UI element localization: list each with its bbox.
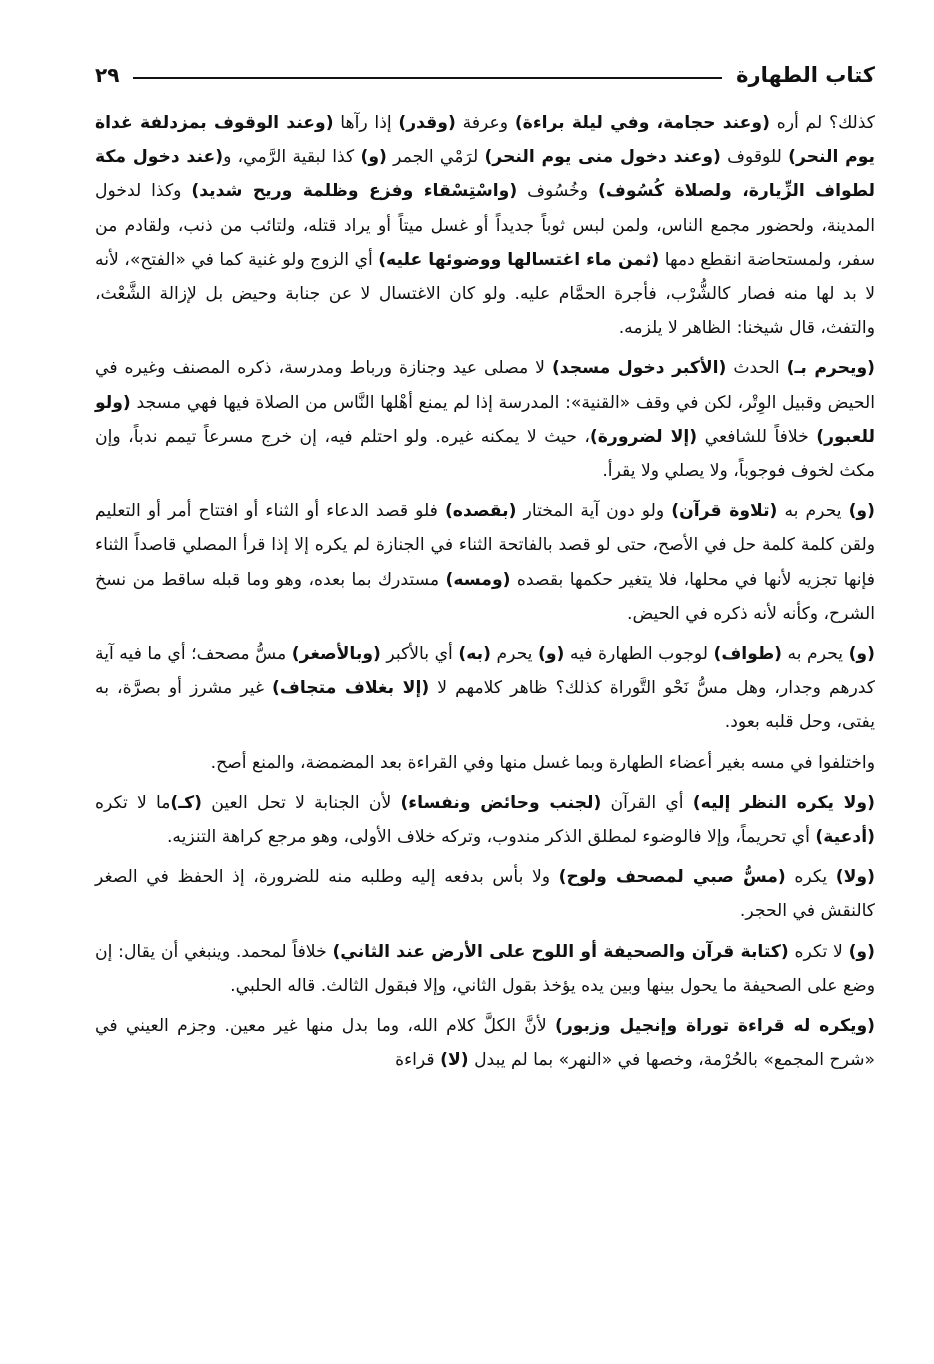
- commentary-text: وكذا لدخول المدينة، ولحضور مجمع الناس، ولمن لبس ثوباً جديداً أو غسل ميتاً أو يراد قتله، ولتائب من ذنب، ولقادم من سفر، ولمستحاضة انقطع دمها: [95, 181, 875, 270]
- commentary-text: خلافاً لمحمد. وينبغي أن يقال: إن وضع على الصحيفة ما يحول بينها وبين يده يؤخذ بقول الثاني، وإلا فبقول الثالث. قاله الحلبي.: [95, 941, 875, 996]
- matn-bold-text: (وبالأصغر): [291, 644, 381, 665]
- commentary-text: مسُّ مصحف؛ أي ما فيه آية كدرهم وجدار، وهل مسُّ نَحْو التَّوراة كذلك؟ ظاهر كلامهم لا: [95, 644, 875, 699]
- paragraph: [95, 494, 875, 631]
- matn-bold-text: (ويكره له قراءة توراة وإنجيل وزبور): [555, 1016, 875, 1037]
- commentary-text: واختلفوا في مسه بغير أعضاء الطهارة وبما غسل منها وفي القراءة بعد المضمضة، والمنع أصح.: [210, 752, 875, 773]
- commentary-text: غير مشرز أو بصرَّة، به يفتى، وحل قلبه بعود.: [95, 678, 875, 733]
- commentary-text: يحرم به: [782, 644, 849, 665]
- matn-bold-text: (ويحرم بـ): [786, 358, 875, 379]
- commentary-text: أي الزوج ولو غنية كما في «الفتح»، لأنه لا بد لها منه فصار كالشُّرْب، فأجرة الحمَّام عليه. ولو كان الاغتسال لا عن جنابة وحيض بل لإزالة الشَّعْث، والتفث، قال شيخنا: الظاهر لا يلزمه.: [95, 249, 875, 339]
- commentary-text: ما لا تكره: [95, 792, 171, 813]
- paragraph: [95, 860, 875, 928]
- matn-bold-text: (مسُّ صبي لمصحف ولوح): [558, 867, 786, 888]
- header-rule: [133, 77, 722, 79]
- commentary-text: للوقوف: [720, 147, 789, 168]
- commentary-text: لأنَّ الكلَّ كلام الله، وما بدل منها غير معين. وجزم العيني في «شرح المجمع» بالحُرْمة، وخصها في «النهر» بما لم يبدل: [95, 1016, 875, 1071]
- commentary-text: خلافاً للشافعي: [697, 426, 817, 447]
- commentary-text: يحرم به: [777, 501, 849, 522]
- commentary-text: مستدرك بما بعده، وهو وما قبله ساقط من نسخ الشرح، وكأنه لأنه ذكره في الحيض.: [95, 569, 875, 624]
- commentary-text: لا مصلى عيد وجنازة ورباط ومدرسة، ذكره المصنف وغيره في الحيض وقبيل الوِتْر، لكن في وقف «القنية»: المدرسة إذا لم يمنع أهْلها النَّاس من الصلاة فيها فهي مسجد: [95, 358, 875, 413]
- matn-bold-text: (واسْتِسْقاء وفزع وظلمة وريح شديد): [191, 181, 518, 202]
- matn-bold-text: (و): [360, 147, 387, 168]
- matn-bold-text: (الأكبر دخول مسجد): [551, 358, 727, 379]
- matn-bold-text: (و): [848, 941, 875, 962]
- commentary-text: لرَمْي الجمر: [386, 147, 485, 168]
- commentary-text: الحدث: [726, 358, 787, 379]
- paragraph: [95, 351, 875, 488]
- paragraph: [95, 1009, 875, 1077]
- matn-bold-text: (إلا لضرورة): [589, 426, 698, 447]
- matn-bold-text: (و): [848, 644, 875, 665]
- matn-bold-text: (إلا بغلاف متجاف): [272, 678, 430, 699]
- commentary-text: لوجوب الطهارة فيه: [564, 644, 714, 665]
- matn-bold-text: (لا): [440, 1050, 469, 1071]
- commentary-text: كذلك؟ لم أره: [769, 113, 875, 133]
- matn-bold-text: (ولو للعبور): [95, 392, 875, 447]
- commentary-text: يكره: [785, 867, 836, 888]
- matn-bold-text: (ولا): [835, 867, 875, 888]
- matn-bold-text: (و): [537, 644, 565, 665]
- commentary-text: كذا لبقية الرَّمي، و: [223, 147, 361, 168]
- commentary-text: فلو قصد الدعاء أو الثناء أو افتتاح أمر أو التعليم ولقن كلمة كلمة حل في الأصح، حتى لو قصد بالفاتحة الثناء في الجنازة لم يكره إلا إذا قرأ المصلي قاصداً الثناء فإنها تجزيه لأنها في محلها، فلا يتغير حكمها بقصده: [95, 501, 875, 590]
- matn-bold-text: (لجنب وحائض ونفساء): [400, 792, 602, 813]
- page-body: [95, 106, 875, 1077]
- page-header: [95, 56, 875, 94]
- matn-bold-text: (به): [458, 644, 491, 665]
- matn-bold-text: (طواف): [713, 644, 783, 665]
- matn-bold-text: (كـ): [170, 792, 203, 813]
- commentary-text: أي تحريماً، وإلا فالوضوء لمطلق الذكر مندوب، وتركه خلاف الأولى، وهو مرجع كراهة التنزيه.: [166, 827, 816, 848]
- book-page: [95, 56, 875, 1083]
- matn-bold-text: (ومسه): [445, 569, 511, 590]
- commentary-text: لا تكره: [788, 941, 849, 962]
- commentary-text: أي بالأكبر: [380, 644, 459, 665]
- commentary-text: يحرم: [490, 644, 538, 665]
- paragraph: [95, 637, 875, 740]
- page-number: ٢٩: [95, 63, 120, 87]
- commentary-text: وخُسُوف: [517, 181, 598, 202]
- paragraph: [95, 746, 875, 780]
- commentary-text: ، حيث لا يمكنه غيره. ولو احتلم فيه، إن خرج مسرعاً تيمم ندباً، وإن مكث لخوف فوجوباً، ولا يصلي ولا يقرأ.: [95, 426, 875, 482]
- matn-bold-text: (ولا يكره النظر إليه): [692, 792, 875, 813]
- matn-bold-text: (بقصده): [444, 501, 517, 522]
- paragraph: [95, 786, 875, 854]
- commentary-text: قراءة: [395, 1050, 441, 1071]
- commentary-text: ولو دون آية المختار: [516, 501, 672, 522]
- commentary-text: لأن الجنابة لا تحل العين: [202, 792, 401, 813]
- matn-bold-text: (كتابة قرآن والصحيفة أو اللوح على الأرض عند الثاني): [332, 941, 789, 962]
- running-title: كتاب الطهارة: [736, 63, 875, 87]
- matn-bold-text: (وعند دخول منى يوم النحر): [484, 147, 721, 168]
- paragraph: [95, 106, 875, 345]
- commentary-text: ولا بأس بدفعه إليه وطلبه منه للضرورة، إذ الحفظ في الصغر كالنقش في الحجر.: [95, 867, 875, 922]
- matn-bold-text: (و): [848, 501, 875, 522]
- matn-bold-text: (وعند الوقوف بمزدلفة غداة يوم النحر): [95, 113, 876, 168]
- matn-bold-text: (وقدر): [398, 113, 456, 133]
- matn-bold-text: (وعند حجامة، وفي ليلة براءة): [514, 113, 770, 133]
- matn-bold-text: (تلاوة قرآن): [671, 501, 778, 522]
- matn-bold-text: (عند دخول مكة لطواف الزِّيارة، ولصلاة كُسُوف): [95, 147, 875, 202]
- commentary-text: إذا رآها: [333, 113, 399, 133]
- matn-bold-text: (أدعية): [815, 827, 875, 848]
- commentary-text: أي القرآن: [601, 792, 693, 813]
- commentary-text: وعرفة: [455, 113, 515, 133]
- matn-bold-text: (ثمن ماء اغتسالها ووضوئها عليه): [378, 249, 660, 270]
- paragraph: [95, 935, 875, 1003]
